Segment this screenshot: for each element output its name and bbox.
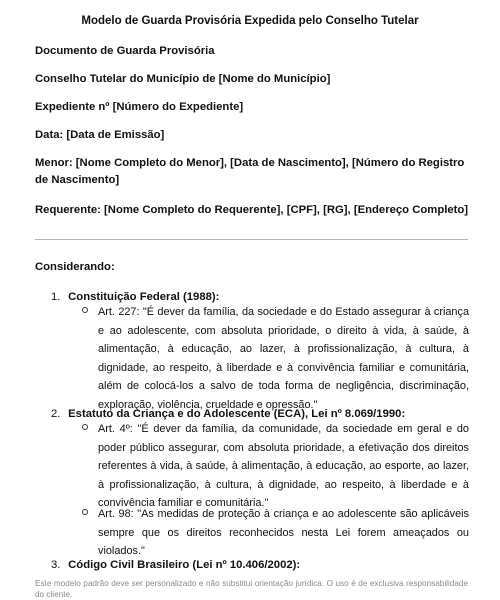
circle-bullet-icon [82, 307, 88, 313]
item-number: 1. [51, 291, 61, 303]
item-number: 2. [51, 408, 61, 420]
article-text: Art. 4º: "É dever da família, da comunidade, da sociedade em geral e do poder público assegurar, com absoluta prioridade, a efetivação dos direitos referentes à vida, à saúde, à alimentação, à educação, ao esporte, ao lazer, à profissionalização, à cultura, à dignidade, ao respeito, à liberdade e à convivência familiar e comunitária." [98, 423, 469, 510]
applicant-field: Requerente: [Nome Completo do Requerente], [CPF], [RG], [Endereço Completo] [35, 204, 469, 216]
disclaimer-footer: Este modelo padrão deve ser personalizado e não substitui orientação jurídica. O uso é de exclusiva responsabilidade do cliente. [35, 579, 468, 599]
circle-bullet-icon [82, 509, 88, 515]
document-title: Modelo de Guarda Provisória Expedida pelo Conselho Tutelar [81, 15, 419, 27]
section-divider [35, 239, 468, 240]
file-number-field: Expediente nº [Número do Expediente] [35, 101, 244, 113]
sub-list-item [82, 505, 469, 561]
date-field: Data: [Data de Emissão] [35, 129, 165, 141]
document-type-field: Documento de Guarda Provisória [35, 45, 215, 57]
sub-list-item [82, 420, 469, 513]
sub-list-item [82, 303, 469, 415]
article-text: Art. 98: "As medidas de proteção à criança e ao adolescente são aplicáveis sempre que os direitos reconhecidos nesta Lei forem ameaçados ou violados." [98, 508, 469, 558]
item-heading: Estatuto da Criança e do Adolescente (ECA), Lei nº 8.069/1990: [68, 408, 406, 420]
item-number: 3. [51, 559, 61, 571]
item-heading: Constituição Federal (1988): [68, 291, 220, 303]
article-text: Art. 227: "É dever da família, da sociedade e do Estado assegurar à criança e ao adolescente, com absoluta prioridade, o direito à vida, à saúde, à alimentação, à educação, ao lazer, à profissionalização, à cultura, à dignidade, ao respeito, à liberdade e à convivência familiar e comunitária, além de colocá-los a salvo de toda forma de negligência, discriminação, exploração, violência, crueldade e opressão." [98, 306, 469, 411]
minor-field: Menor: [Nome Completo do Menor], [Data de Nascimento], [Número do Registro de Nascimento] [35, 157, 465, 186]
circle-bullet-icon [82, 424, 88, 430]
list-item [51, 557, 471, 573]
considering-heading: Considerando: [35, 261, 115, 273]
item-heading: Código Civil Brasileiro (Lei nº 10.406/2002): [68, 559, 301, 571]
council-field: Conselho Tutelar do Município de [Nome do Município] [35, 73, 331, 85]
